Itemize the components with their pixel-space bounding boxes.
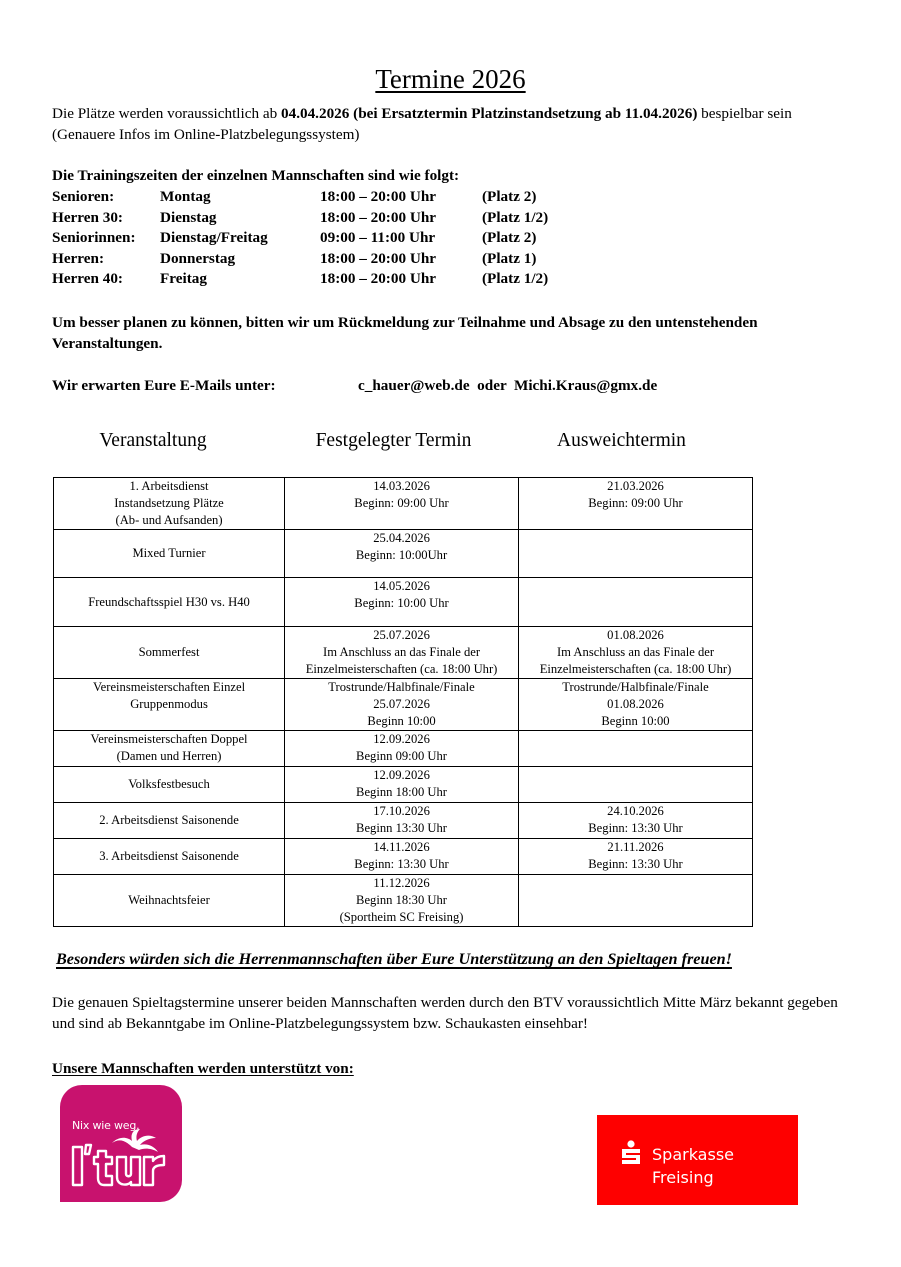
training-court: (Platz 1/2) — [482, 208, 549, 226]
fixed-date-cell: 12.09.2026 Beginn 18:00 Uhr — [285, 767, 519, 803]
alternative-date-cell — [519, 578, 753, 627]
column-header-fixed-date: Festgelegter Termin — [315, 430, 472, 451]
fixed-date-cell: 25.07.2026 Im Anschluss an das Finale der Einzelmeisterschaften (ca. 18:00 Uhr) — [285, 627, 519, 679]
fixed-date-cell: 11.12.2026 Beginn 18:30 Uhr (Sportheim SC Freising) — [285, 875, 519, 927]
alternative-date-cell: 01.08.2026 Im Anschluss an das Finale der Einzelmeisterschaften (ca. 18:00 Uhr) — [519, 627, 753, 679]
training-time: 18:00 – 20:00 Uhr — [320, 270, 437, 288]
event-cell: Vereinsmeisterschaften Doppel (Damen und Herren) — [54, 731, 285, 767]
fixed-date-cell: 25.04.2026 Beginn: 10:00Uhr — [285, 530, 519, 578]
column-header-alternative-date: Ausweichtermin — [557, 430, 686, 451]
sparkasse-location: Freising — [652, 1168, 714, 1187]
table-row — [54, 803, 753, 839]
fixed-date-cell: 12.09.2026 Beginn 09:00 Uhr — [285, 731, 519, 767]
team-name: Herren: — [52, 249, 105, 267]
team-name: Seniorinnen: — [52, 229, 136, 247]
training-time: 18:00 – 20:00 Uhr — [320, 249, 437, 267]
ltur-logo — [60, 1085, 182, 1202]
alternative-date-cell: 24.10.2026 Beginn: 13:30 Uhr — [519, 803, 753, 839]
alternative-date-cell: Trostrunde/Halbfinale/Finale 01.08.2026 Beginn 10:00 — [519, 679, 753, 731]
table-row — [54, 530, 753, 578]
ltur-slogan: Nix wie weg. — [72, 1119, 140, 1132]
feedback-paragraph: Um besser planen zu können, bitten wir um Rückmeldung zur Teilnahme und Absage zu den untenstehenden Veranstaltungen. — [52, 314, 758, 352]
team-name: Senioren: — [52, 188, 115, 205]
table-row — [54, 767, 753, 803]
team-name: Herren 40: — [52, 270, 123, 288]
email-addresses: c_hauer@web.de oder Michi.Kraus@gmx.de — [358, 377, 658, 394]
match-dates-paragraph: Die genauen Spieltagstermine unserer beiden Mannschaften werden durch den BTV voraussichtlich Mitte März bekannt gegeben und sind ab Bekanntgabe im Online-Platzbelegungssystem bzw. Schaukasten einsehbar! — [52, 994, 838, 1032]
table-row — [54, 875, 753, 927]
table-row — [54, 478, 753, 530]
column-header-event: Veranstaltung — [99, 430, 207, 451]
sponsors-heading: Unsere Mannschaften werden unterstützt von: — [52, 1060, 354, 1077]
alternative-date-cell: 21.11.2026 Beginn: 13:30 Uhr — [519, 839, 753, 875]
training-heading: Die Trainingszeiten der einzelnen Mannschaften sind wie folgt: — [52, 167, 460, 184]
fixed-date-cell: 14.03.2026 Beginn: 09:00 Uhr — [285, 478, 519, 530]
fixed-date-cell: 14.05.2026 Beginn: 10:00 Uhr — [285, 578, 519, 627]
support-appeal: Besonders würden sich die Herrenmannschaften über Eure Unterstützung an den Spieltagen freuen! — [56, 950, 732, 968]
event-cell: Freundschaftsspiel H30 vs. H40 — [54, 578, 285, 627]
alternative-date-cell — [519, 875, 753, 927]
training-day: Donnerstag — [160, 249, 236, 267]
training-court: (Platz 1) — [482, 249, 537, 267]
sparkasse-name: Sparkasse — [652, 1145, 734, 1164]
training-time: 18:00 – 20:00 Uhr — [320, 188, 437, 205]
intro-paragraph: Die Plätze werden voraussichtlich ab 04.04.2026 (bei Ersatztermin Platzinstandsetzung ab 11.04.2026) bespielbar sein (Genauere Infos im Online-Platzbelegungssystem) — [52, 105, 792, 143]
training-day: Dienstag — [160, 208, 217, 226]
alternative-date-cell — [519, 731, 753, 767]
event-cell: Vereinsmeisterschaften Einzel Gruppenmodus — [54, 679, 285, 731]
sparkasse-logo — [597, 1115, 798, 1205]
alternative-date-cell — [519, 767, 753, 803]
training-day: Montag — [160, 188, 211, 205]
intro-dates: 04.04.2026 (bei Ersatztermin Platzinstandsetzung ab 11.04.2026) — [281, 105, 698, 122]
event-cell: Sommerfest — [54, 627, 285, 679]
table-row — [54, 731, 753, 767]
fixed-date-cell: Trostrunde/Halbfinale/Finale 25.07.2026 Beginn 10:00 — [285, 679, 519, 731]
page-title: Termine 2026 — [375, 64, 526, 94]
event-cell: Weihnachtsfeier — [54, 875, 285, 927]
training-court: (Platz 2) — [482, 229, 537, 247]
events-table — [53, 477, 753, 927]
event-cell: 1. Arbeitsdienst Instandsetzung Plätze (Ab- und Aufsanden) — [54, 478, 285, 530]
event-cell: 3. Arbeitsdienst Saisonende — [54, 839, 285, 875]
table-row — [54, 578, 753, 627]
training-time: 18:00 – 20:00 Uhr — [320, 208, 437, 226]
event-cell: Volksfestbesuch — [54, 767, 285, 803]
training-time: 09:00 – 11:00 Uhr — [320, 229, 436, 247]
event-cell: 2. Arbeitsdienst Saisonende — [54, 803, 285, 839]
training-day: Dienstag/Freitag — [160, 229, 268, 247]
training-day: Freitag — [160, 270, 207, 288]
team-name: Herren 30: — [52, 208, 123, 226]
training-court: (Platz 1/2) — [482, 270, 549, 288]
table-row — [54, 627, 753, 679]
alternative-date-cell — [519, 530, 753, 578]
ltur-wordmark-icon — [60, 1085, 182, 1202]
fixed-date-cell: 14.11.2026 Beginn: 13:30 Uhr — [285, 839, 519, 875]
table-row — [54, 839, 753, 875]
training-court: (Platz 2) — [482, 188, 537, 205]
alternative-date-cell: 21.03.2026 Beginn: 09:00 Uhr — [519, 478, 753, 530]
table-row — [54, 679, 753, 731]
event-cell: Mixed Turnier — [54, 530, 285, 578]
sparkasse-s-icon — [619, 1140, 645, 1170]
fixed-date-cell: 17.10.2026 Beginn 13:30 Uhr — [285, 803, 519, 839]
email-label: Wir erwarten Eure E-Mails unter: — [52, 377, 276, 394]
